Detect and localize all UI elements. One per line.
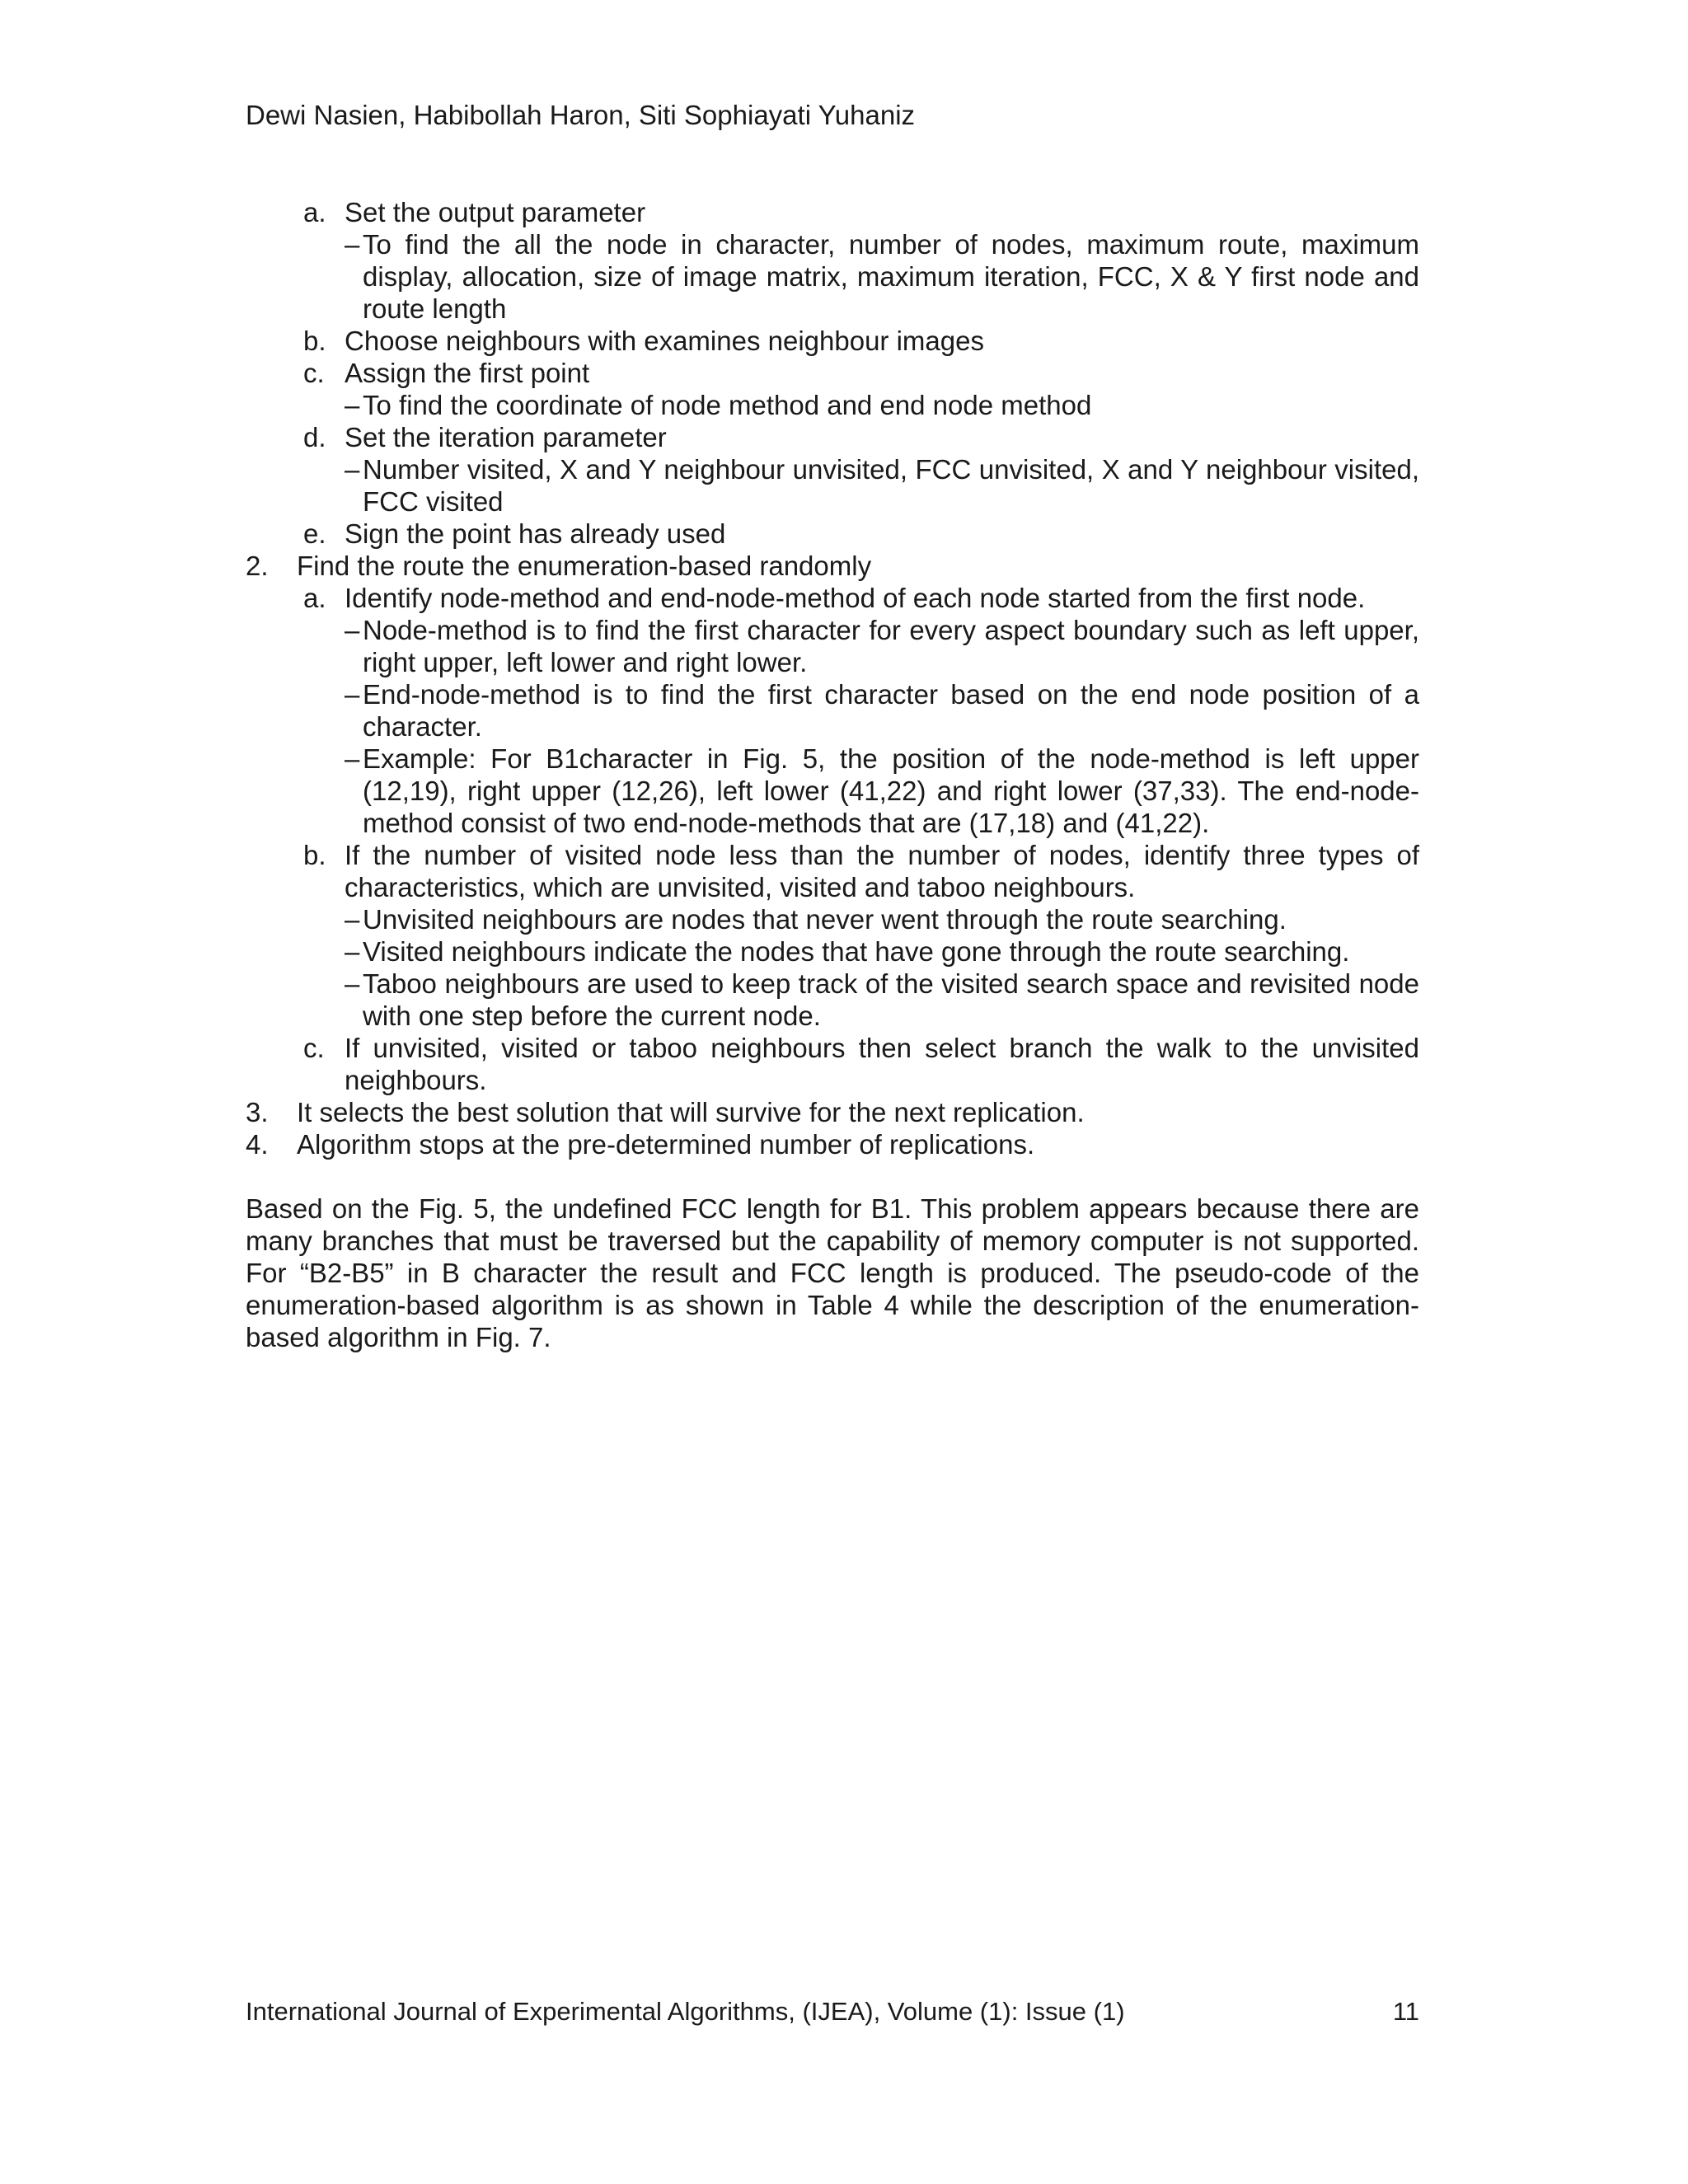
list-marker: c. xyxy=(303,358,325,388)
list-item-text: Unvisited neighbours are nodes that never went through the route searching. xyxy=(363,904,1287,935)
list-marker: a. xyxy=(303,197,326,227)
list-marker: b. xyxy=(303,326,326,356)
dash-marker: – xyxy=(345,743,360,774)
list-item xyxy=(246,453,1419,518)
running-header xyxy=(246,99,915,132)
header-authors: Dewi Nasien, Habibollah Haron, Siti Sophiayati Yuhaniz xyxy=(246,100,916,130)
list-marker: 3. xyxy=(246,1097,269,1127)
list-item xyxy=(246,325,1419,357)
list-item-text: Assign the first point xyxy=(345,358,590,388)
dash-marker: – xyxy=(345,615,360,645)
list-item-text: To find the all the node in character, number of nodes, maximum route, maximum display, allocation, size of image matrix, maximum iteration, FCC, X & Y first node and route length xyxy=(363,229,1419,324)
list-marker: e. xyxy=(303,518,326,549)
list-item-text: Set the output parameter xyxy=(345,197,646,227)
list-item-text: To find the coordinate of node method and end node method xyxy=(363,390,1092,420)
list-item xyxy=(246,421,1419,453)
list-marker: c. xyxy=(303,1033,325,1063)
list-item xyxy=(246,678,1419,743)
dash-marker: – xyxy=(345,904,360,935)
dash-marker: – xyxy=(345,679,360,710)
dash-marker: – xyxy=(345,968,360,999)
list-marker: 4. xyxy=(246,1129,269,1160)
list-marker: d. xyxy=(303,422,326,452)
list-item xyxy=(246,389,1419,421)
list-item xyxy=(246,839,1419,903)
list-item xyxy=(246,968,1419,1032)
list-item xyxy=(246,228,1419,325)
page-number: 11 xyxy=(1392,1997,1419,2026)
list-item-text: It selects the best solution that will survive for the next replication. xyxy=(297,1097,1085,1127)
numbered-item xyxy=(246,550,1419,582)
numbered-item xyxy=(246,1128,1419,1160)
list-item-text: Number visited, X and Y neighbour unvisited, FCC unvisited, X and Y neighbour visited, FCC visited xyxy=(363,454,1419,517)
numbered-item xyxy=(246,1096,1419,1128)
dash-marker: – xyxy=(345,390,360,420)
list-item-text: End-node-method is to find the first character based on the end node position of a character. xyxy=(363,679,1419,742)
list-marker: b. xyxy=(303,840,326,870)
footer-journal: International Journal of Experimental Algorithms, (IJEA), Volume (1): Issue (1) xyxy=(246,1997,1125,2026)
list-item-text: Algorithm stops at the pre-determined number of replications. xyxy=(297,1129,1035,1160)
list-item xyxy=(246,582,1419,614)
list-item-text: Choose neighbours with examines neighbour images xyxy=(345,326,984,356)
list-item xyxy=(246,743,1419,839)
dash-marker: – xyxy=(345,229,360,260)
list-item xyxy=(246,614,1419,678)
list-item xyxy=(246,935,1419,968)
list-item xyxy=(246,903,1419,935)
list-item-text: Visited neighbours indicate the nodes that have gone through the route searching. xyxy=(363,936,1350,967)
list-item xyxy=(246,518,1419,550)
list-item-text: If the number of visited node less than the number of nodes, identify three types of characteristics, which are unvisited, visited and taboo neighbours. xyxy=(345,840,1419,902)
list-marker: 2. xyxy=(246,551,269,581)
dash-marker: – xyxy=(345,936,360,967)
list-item-text: Example: For B1character in Fig. 5, the position of the node-method is left upper (12,19), right upper (12,26), left lower (41,22) and right lower (37,33). The end-node-method consist of two end-node-methods that are (17,18) and (41,22). xyxy=(363,743,1419,838)
page-body xyxy=(246,196,1419,1380)
body-paragraph: Based on the Fig. 5, the undefined FCC length for B1. This problem appears because there are many branches that must be traversed but the capability of memory computer is not supported. For “B2-B5” in B character the result and FCC length is produced. The pseudo-code of the enumeration-based algorithm is as shown in Table 4 while the description of the enumeration-based algorithm in Fig. 7. xyxy=(246,1193,1419,1352)
list-item-text: Find the route the enumeration-based randomly xyxy=(297,551,872,581)
list-item-text: Set the iteration parameter xyxy=(345,422,667,452)
list-item-text: Taboo neighbours are used to keep track of the visited search space and revisited node with one step before the current node. xyxy=(363,968,1419,1031)
list-item xyxy=(246,357,1419,389)
list-item xyxy=(246,196,1419,228)
dash-marker: – xyxy=(345,454,360,485)
list-marker: a. xyxy=(303,583,326,613)
list-item-text: If unvisited, visited or taboo neighbours then select branch the walk to the unvisited neighbours. xyxy=(345,1033,1419,1095)
list-item-text: Node-method is to find the first character for every aspect boundary such as left upper, right upper, left lower and right lower. xyxy=(363,615,1419,677)
list-item xyxy=(246,1032,1419,1096)
list-item-text: Identify node-method and end-node-method of each node started from the first node. xyxy=(345,583,1366,613)
list-item-text: Sign the point has already used xyxy=(345,518,726,549)
